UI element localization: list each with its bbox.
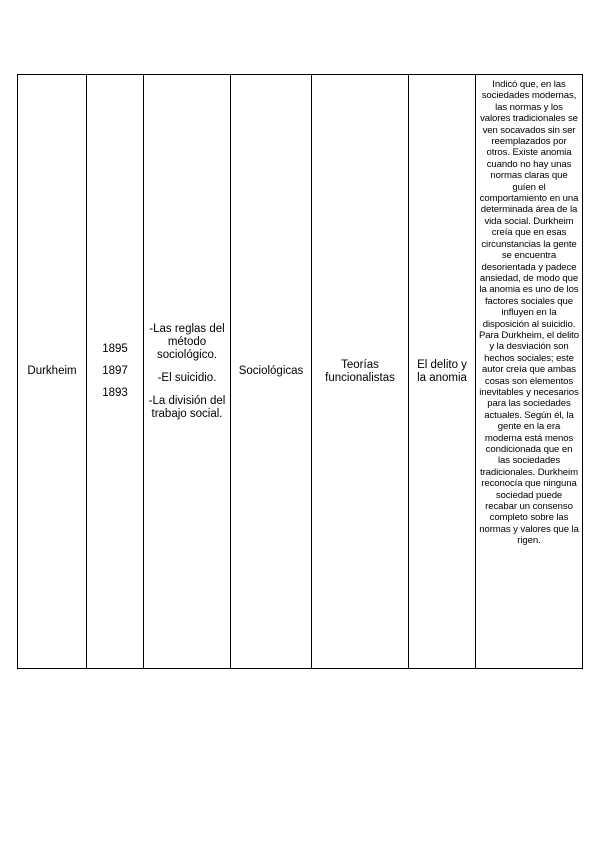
work-item: -Las reglas del método sociológico. <box>149 322 225 361</box>
year-item: 1893 <box>102 387 128 399</box>
years-cell <box>87 75 144 669</box>
description-cell: Indicó que, en las sociedades modernas, las normas y los valores tradicionales se ven socavados sin ser reemplazados por otros. Existe anomia cuando no hay unas normas claras que guíen el comportamiento en una determinada área de la vida social. Durkheim creía que en esas circunstancias la gente se encuentra desorientada y padece ansiedad, de modo que la anomia es uno de los factores sociales que influyen en la disposición al suicidio. Para Durkheim, el delito y la desviación son hechos sociales; este autor creía que ambas cosas son elementos inevitables y necesarios para las sociedades actuales. Según él, la gente en la era moderna está menos condicionada que en las sociedades tradicionales. Durkheim reconocía que ninguna sociedad puede recabar un consenso completo sobre las normas y valores que la rigen. <box>476 75 583 669</box>
topic-cell: El delito y la anomia <box>409 75 476 669</box>
table-row <box>18 75 583 669</box>
theory-type-cell: Sociológicas <box>231 75 312 669</box>
works-cell <box>144 75 231 669</box>
author-cell: Durkheim <box>18 75 87 669</box>
theory-table <box>17 74 583 669</box>
theory-cell: Teorías funcionalistas <box>312 75 409 669</box>
work-item: -El suicidio. <box>157 371 217 384</box>
year-item: 1897 <box>102 365 128 377</box>
work-item: -La división del trabajo social. <box>148 394 226 420</box>
year-item: 1895 <box>102 343 128 355</box>
works-list <box>147 323 227 421</box>
years-list <box>90 343 140 400</box>
